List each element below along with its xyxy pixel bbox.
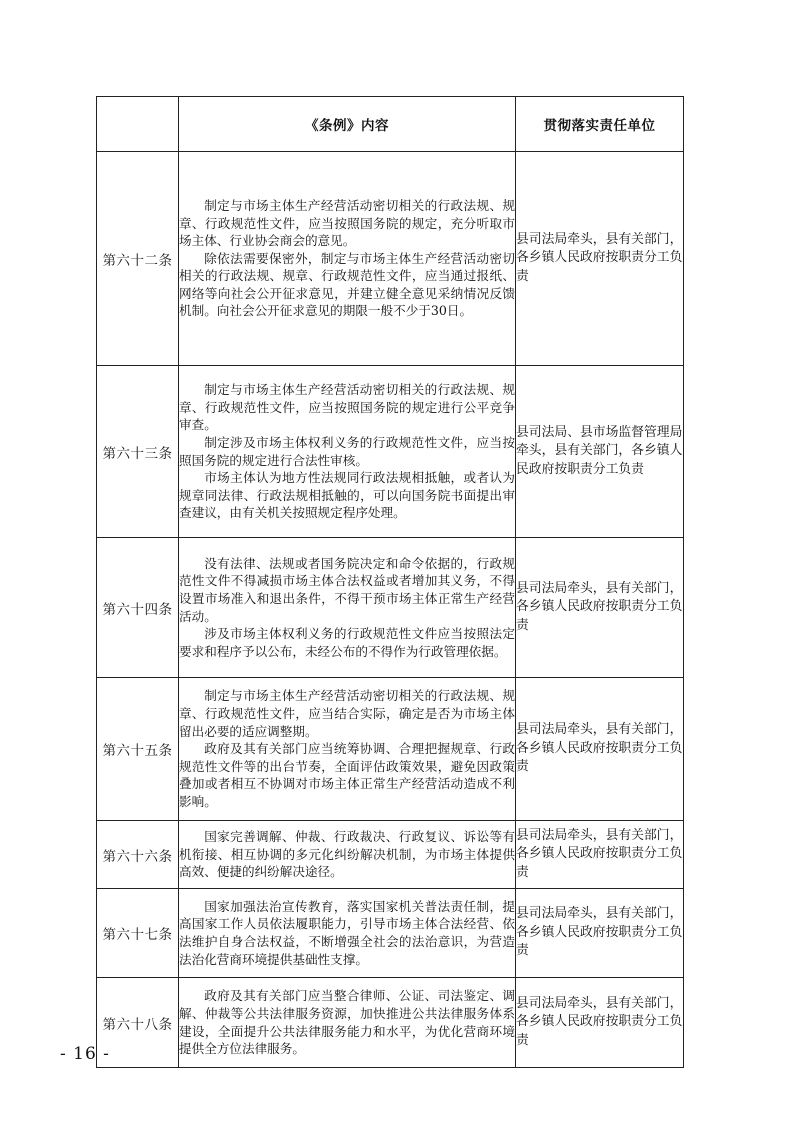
- table-row: [97, 889, 684, 978]
- content-paragraph: 制定涉及市场主体权利义务的行政规范性文件，应当按照国务院的规定进行合法性审核。: [179, 434, 515, 468]
- responsible-unit: 县司法局、县市场监督管理局牵头，县有关部门，各乡镇人民政府按职责分工负责: [516, 366, 684, 538]
- table-header-row: [97, 97, 684, 152]
- table-row: [97, 978, 684, 1068]
- table-row: [97, 821, 684, 889]
- article-number: 第六十三条: [97, 366, 179, 538]
- table-row: [97, 678, 684, 821]
- article-number: 第六十四条: [97, 538, 179, 678]
- content-paragraph: 政府及其有关部门应当统筹协调、合理把握规章、行政规范性文件等的出台节奏，全面评估政策效果，避免因政策叠加或者相互不协调对市场主体正常生产经营活动造成不利影响。: [179, 741, 515, 809]
- article-content: [179, 978, 516, 1068]
- responsible-unit: 县司法局牵头，县有关部门，各乡镇人民政府按职责分工负责: [516, 678, 684, 821]
- article-number: 第六十五条: [97, 678, 179, 821]
- content-paragraph: 涉及市场主体权利义务的行政规范性文件应当按照法定要求和程序予以公布，未经公布的不得作为行政管理依据。: [179, 626, 515, 659]
- article-content: [179, 678, 516, 821]
- article-number: 第六十六条: [97, 821, 179, 889]
- header-content: 《条例》内容: [179, 97, 516, 152]
- table-row: [97, 538, 684, 678]
- content-paragraph: 没有法律、法规或者国务院决定和命令依据的，行政规范性文件不得减损市场主体合法权益或者增加其义务，不得设置市场准入和退出条件，不得干预市场主体正常生产经营活动。: [179, 555, 515, 624]
- table-row: [97, 152, 684, 366]
- content-paragraph: 制定与市场主体生产经营活动密切相关的行政法规、规章、行政规范性文件，应当结合实际，确定是否为市场主体留出必要的适应调整期。: [179, 688, 515, 739]
- responsible-unit: 县司法局牵头，县有关部门，各乡镇人民政府按职责分工负责: [516, 821, 684, 889]
- article-content: [179, 538, 516, 678]
- article-content: [179, 152, 516, 366]
- header-article: [97, 97, 179, 152]
- content-paragraph: 除依法需要保密外，制定与市场主体生产经营活动密切相关的行政法规、规章、行政规范性文件，应当通过报纸、网络等向社会公开征求意见，并建立健全意见采纳情况反馈机制。向社会公开征求意见的期限一般不少于30日。: [179, 250, 515, 319]
- content-paragraph: 制定与市场主体生产经营活动密切相关的行政法规、规章、行政规范性文件，应当按照国务院的规定进行公平竞争审查。: [179, 382, 515, 433]
- article-content: [179, 821, 516, 889]
- article-number: 第六十二条: [97, 152, 179, 366]
- content-paragraph: 市场主体认为地方性法规同行政法规相抵触，或者认为规章同法律、行政法规相抵触的，可以向国务院书面提出审查建议，由有关机关按照规定程序处理。: [179, 470, 515, 521]
- article-number: 第六十七条: [97, 889, 179, 978]
- responsible-unit: 县司法局牵头，县有关部门，各乡镇人民政府按职责分工负责: [516, 889, 684, 978]
- table-row: [97, 366, 684, 538]
- content-paragraph: 国家加强法治宣传教育，落实国家机关普法责任制，提高国家工作人员依法履职能力，引导市场主体合法经营、依法维护自身合法权益，不断增强全社会的法治意识，为营造法治化营商环境提供基础性支撑。: [179, 898, 515, 967]
- responsible-unit: 县司法局牵头，县有关部门，各乡镇人民政府按职责分工负责: [516, 538, 684, 678]
- article-content: [179, 889, 516, 978]
- responsible-unit: 县司法局牵头，县有关部门，各乡镇人民政府按职责分工负责: [516, 152, 684, 366]
- content-paragraph: 政府及其有关部门应当整合律师、公证、司法鉴定、调解、仲裁等公共法律服务资源，加快推进公共法律服务体系建设，全面提升公共法律服务能力和水平，为优化营商环境提供全方位法律服务。: [179, 988, 515, 1057]
- article-number: 第六十八条: [97, 978, 179, 1068]
- responsible-unit: 县司法局牵头，县有关部门，各乡镇人民政府按职责分工负责: [516, 978, 684, 1068]
- page-number: - 16 -: [60, 1044, 110, 1064]
- regulation-table: [96, 96, 684, 1068]
- content-paragraph: 国家完善调解、仲裁、行政裁决、行政复议、诉讼等有机衔接、相互协调的多元化纠纷解决机制，为市场主体提供高效、便捷的纠纷解决途径。: [179, 829, 515, 880]
- header-responsible-unit: 贯彻落实责任单位: [516, 97, 684, 152]
- article-content: [179, 366, 516, 538]
- content-paragraph: 制定与市场主体生产经营活动密切相关的行政法规、规章、行政规范性文件，应当按照国务院的规定，充分听取市场主体、行业协会商会的意见。: [179, 197, 515, 249]
